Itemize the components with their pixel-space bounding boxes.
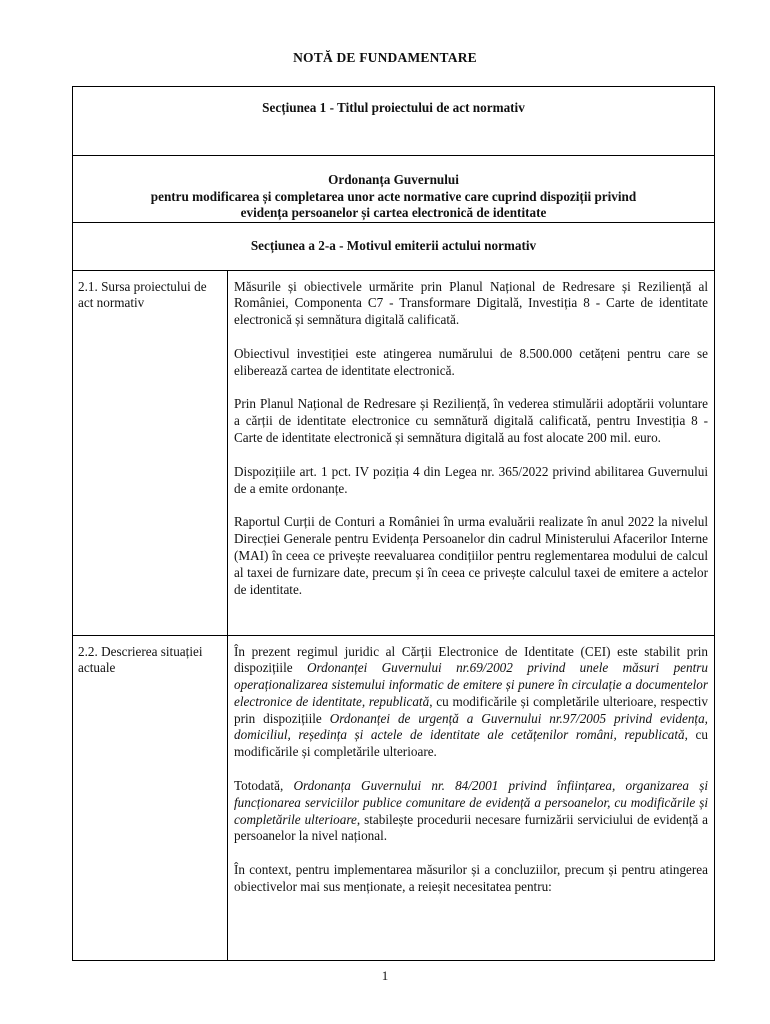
section2-heading-cell — [73, 222, 715, 270]
section1-heading: Secțiunea 1 - Titlul proiectului de act normativ — [262, 100, 525, 115]
paragraph: Prin Planul Național de Redresare și Reziliență, în vederea stimulării adoptării voluntare a cărții de identitate electronice cu semnătură digitală calificată, pentru Investiția 8 - Carte de identitate electronică și semnătura digitală au fost alocate 200 mil. euro. — [234, 396, 708, 446]
paragraph: Dispozițiile art. 1 pct. IV poziția 4 din Legea nr. 365/2022 privind abilitarea Guvernului de a emite ordonanțe. — [234, 463, 708, 496]
paragraph — [234, 644, 708, 762]
text-run: În prezent regimul juridic al Cărții Electronice de Identitate (CEI) este stabilit prin dispozițiile — [234, 643, 708, 676]
row-content-2-1 — [228, 270, 715, 635]
table-row — [73, 270, 715, 635]
row-content-2-2 — [228, 635, 715, 960]
paragraph: Obiectivul investiției este atingerea numărului de 8.500.000 cetățeni pentru care se eliberează cartea de identitate electronică. — [234, 345, 708, 378]
text-run: , cu modificările și completările ulterioare. — [234, 727, 708, 760]
row-label-2-2: 2.2. Descrierea situației actuale — [73, 635, 228, 960]
fundamentation-table — [72, 86, 715, 961]
text-run: Totodată, — [234, 778, 294, 794]
ordinance-line-3: evidența persoanelor și cartea electronică de identitate — [240, 205, 547, 220]
row-label-2-1: 2.1. Sursa proiectului de act normativ — [73, 270, 228, 635]
legal-reference: Ordonanței de urgență a Guvernului nr.97/2005 privind evidența, domiciliul, reședința și actele de identitate ale cetățenilor români, republicată — [234, 710, 708, 743]
text-run: , cu modificările și completările ulterioare, respectiv prin dispozițiile — [234, 693, 708, 726]
text-run: , stabilește procedurii necesare furnizării serviciului de evidență a persoanelor la nivel național. — [234, 811, 708, 844]
paragraph: Măsurile și obiectivele urmărite prin Planul Național de Redresare și Reziliență al României, Componenta C7 - Transformare Digitală, Investiția 8 - Carte de identitate electronică și semnătura digitală calificată. — [234, 278, 708, 328]
paragraph: Raportul Curții de Conturi a României în urma evaluării realizate în anul 2022 la nivelul Direcției Generale pentru Evidența Persoanelor din cadrul Ministerului Afacerilor Interne (MAI) în ceea ce privește reevaluarea condițiilor pentru reglementarea modului de calcul al taxei de furnizare date, precum și în ceea ce privește calculul taxei de emitere a actelor de identitate. — [234, 514, 708, 597]
ordinance-line-2: pentru modificarea și completarea unor acte normative care cuprind dispoziții privind — [150, 188, 637, 204]
paragraph: În context, pentru implementarea măsurilor și a concluziilor, precum și pentru atingerea obiectivelor mai sus menționate, a reieșit necesitatea pentru: — [234, 862, 708, 895]
paragraph — [234, 778, 708, 845]
legal-reference: Ordonanța Guvernului nr. 84/2001 privind înființarea, organizarea și funcționarea serviciilor publice comunitare de evidență a persoanelor, cu modificările și completările ulterioare — [234, 778, 708, 827]
ordinance-title — [73, 156, 714, 222]
section2-heading: Secțiunea a 2-a - Motivul emiterii actului normativ — [250, 237, 537, 253]
ordinance-line-1: Ordonanța Guvernului — [328, 172, 459, 187]
section1-heading-cell — [73, 87, 715, 156]
legal-reference: Ordonanței Guvernului nr.69/2002 privind unele măsuri pentru operaționalizarea sistemului informatic de emitere și punere în circulație a documentelor electronice de identitate, republicată — [234, 660, 708, 709]
document-title: NOTĂ DE FUNDAMENTARE — [293, 50, 477, 65]
ordinance-title-cell — [73, 156, 715, 223]
table-row — [73, 635, 715, 960]
page-number: 1 — [381, 968, 389, 983]
